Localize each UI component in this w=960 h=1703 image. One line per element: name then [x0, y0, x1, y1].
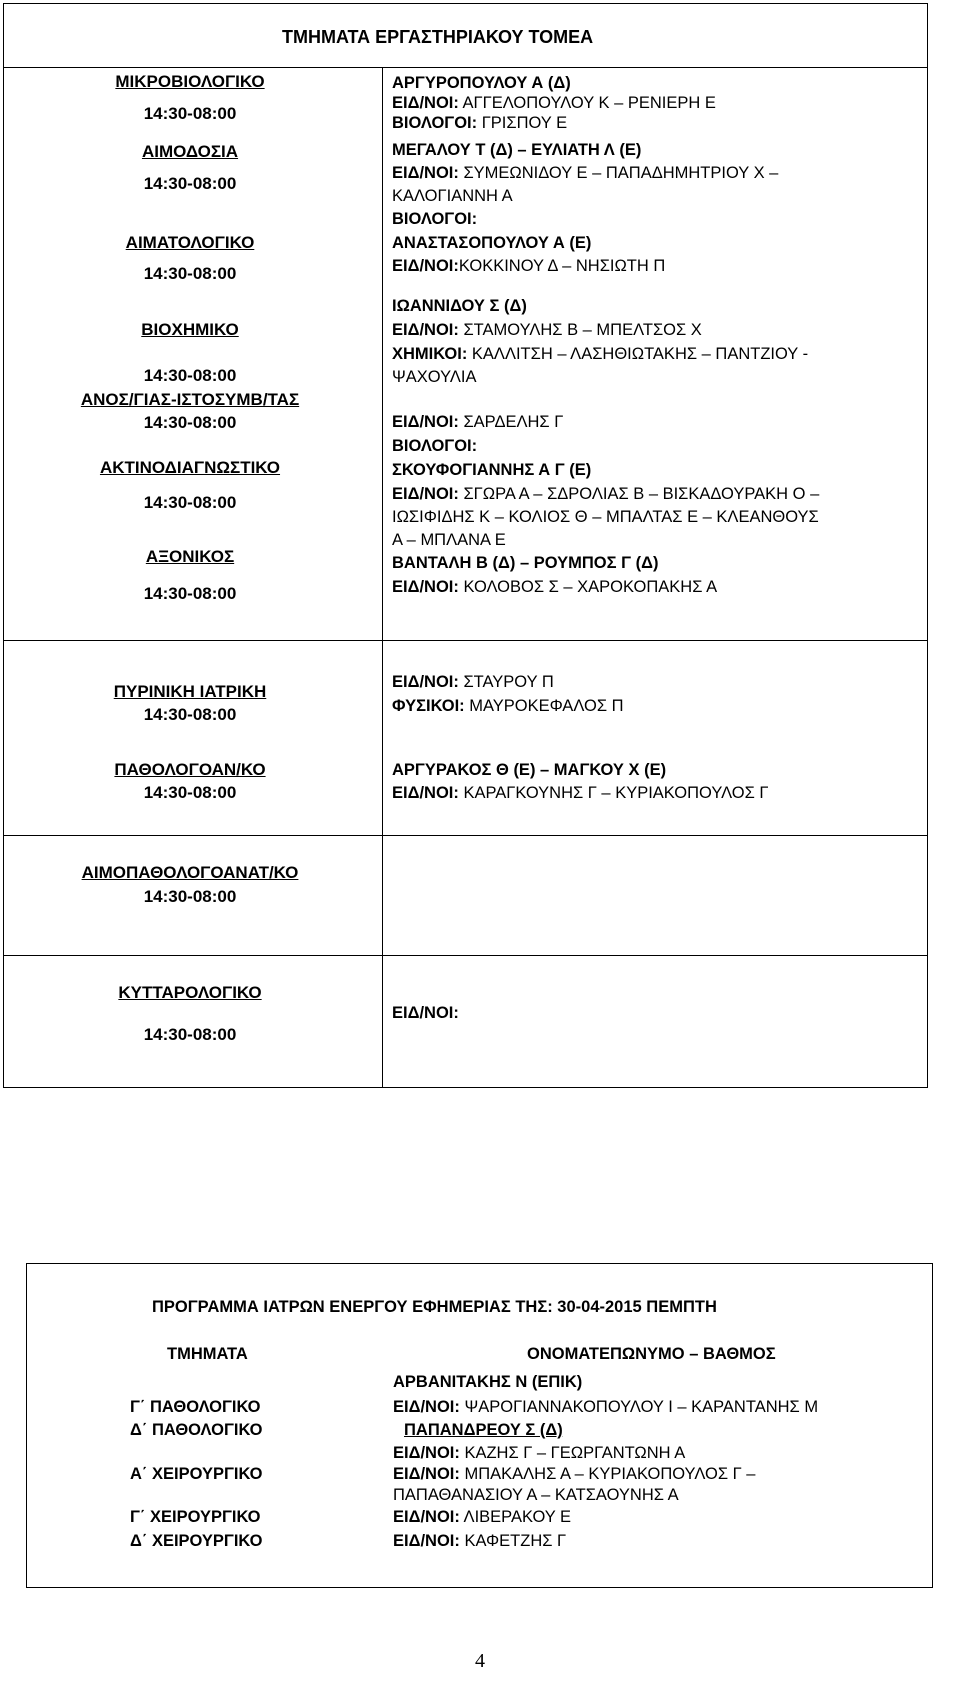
staff-line: ΕΙΔ/ΝΟΙ:ΚΟΚΚΙΝΟΥ Δ – ΝΗΣΙΩΤΗ Π: [392, 257, 666, 275]
staff-line: ΒΑΝΤΑΛΗ Β (Δ) – ΡΟΥΜΠΟΣ Γ (Δ): [392, 554, 659, 572]
duty-staff-line: ΑΡΒΑΝΙΤΑΚΗΣ Ν (ΕΠΙΚ): [393, 1373, 583, 1391]
duty-staff-line: ΠΑΠΑΝΔΡΕΟΥ Σ (Δ): [404, 1421, 563, 1439]
staff-line: ΕΙΔ/ΝΟΙ: ΣΥΜΕΩΝΙΔΟΥ Ε – ΠΑΠΑΔΗΜΗΤΡΙΟΥ Χ –: [392, 164, 779, 182]
staff-line: ΕΙΔ/ΝΟΙ: ΣΑΡΔΕΛΗΣ Γ: [392, 413, 564, 431]
duty-staff-line: ΕΙΔ/ΝΟΙ: ΚΑΦΕΤΖΗΣ Γ: [393, 1532, 567, 1550]
duty-dept: Δ΄ ΧΕΙΡΟΥΡΓΙΚΟ: [130, 1532, 263, 1550]
staff-line: ΒΙΟΛΟΓΟΙ:: [392, 437, 478, 455]
staff-line: Α – ΜΠΛΑΝΑ Ε: [392, 531, 506, 549]
dept-time: 14:30-08:00: [143, 887, 237, 906]
dept-name: ΑΙΜΑΤΟΛΟΓΙΚΟ: [125, 233, 255, 252]
staff-line: ΧΗΜΙΚΟΙ: ΚΑΛΛΙΤΣΗ – ΛΑΣΗΘΙΩΤΑΚΗΣ – ΠΑΝΤΖΙΟΥ -: [392, 345, 809, 363]
duty-staff-line: ΕΙΔ/ΝΟΙ: ΛΙΒΕΡΑΚΟΥ Ε: [393, 1508, 572, 1526]
section2-title: ΠΡΟΓΡΑΜΜΑ ΙΑΤΡΩΝ ΕΝΕΡΓΟΥ ΕΦΗΜΕΡΙΑΣ ΤΗΣ: 30-04-2015 ΠΕΜΠΤΗ: [152, 1298, 717, 1316]
col-header-names: ΟΝΟΜΑΤΕΠΩΝΥΜΟ – ΒΑΘΜΟΣ: [527, 1345, 776, 1363]
dept-time: 14:30-08:00: [143, 264, 237, 283]
dept-name: ΚΥΤΤΑΡΟΛΟΓΙΚΟ: [118, 983, 262, 1002]
dept-name: ΠΑΘΟΛΟΓΟΑΝ/ΚΟ: [114, 760, 266, 779]
dept-time: 14:30-08:00: [143, 584, 237, 603]
staff-line: ΕΙΔ/ΝΟΙ: ΚΟΛΟΒΟΣ Σ – ΧΑΡΟΚΟΠΑΚΗΣ Α: [392, 578, 718, 596]
staff-line: ΜΕΓΑΛΟΥ Τ (Δ) – ΕΥΛΙΑΤΗ Λ (Ε): [392, 141, 642, 159]
dept-name: ΒΙΟΧΗΜΙΚΟ: [141, 320, 239, 339]
dept-time: 14:30-08:00: [143, 493, 237, 512]
staff-line: ΒΙΟΛΟΓΟΙ:: [392, 210, 478, 228]
duty-dept: Α΄ ΧΕΙΡΟΥΡΓΙΚΟ: [130, 1465, 263, 1483]
staff-line: ΕΙΔ/ΝΟΙ: ΣΤΑΥΡΟΥ Π: [392, 673, 554, 691]
staff-line: ΕΙΔ/ΝΟΙ: ΣΤΑΜΟΥΛΗΣ Β – ΜΠΕΛΤΣΟΣ Χ: [392, 321, 702, 339]
staff-line: ΕΙΔ/ΝΟΙ:: [392, 1004, 459, 1022]
duty-staff-line: ΕΙΔ/ΝΟΙ: ΨΑΡΟΓΙΑΝΝΑΚΟΠΟΥΛΟΥ Ι – ΚΑΡΑΝΤΑΝΗΣ Μ: [393, 1398, 819, 1416]
dept-name: ΑΞΟΝΙΚΟΣ: [145, 547, 235, 566]
dept-time: 14:30-08:00: [143, 783, 237, 802]
dept-name: ΜΙΚΡΟΒΙΟΛΟΓΙΚΟ: [115, 72, 265, 91]
dept-time: 14:30-08:00: [143, 413, 237, 432]
divider-block3: [3, 835, 928, 836]
staff-line: ΕΙΔ/ΝΟΙ: ΣΓΩΡΑ Α – ΣΔΡΟΛΙΑΣ Β – ΒΙΣΚΑΔΟΥΡΑΚΗ Ο –: [392, 485, 820, 503]
dept-name: ΠΥΡΙΝΙΚΗ ΙΑΤΡΙΚΗ: [113, 682, 267, 701]
staff-list: [392, 0, 922, 640]
duty-staff-line: ΠΑΠΑΘΑΝΑΣΙΟΥ Α – ΚΑΤΣΑΟΥΝΗΣ Α: [393, 1486, 679, 1504]
dept-time: 14:30-08:00: [143, 705, 237, 724]
staff-line: ΨΑΧΟΥΛΙΑ: [392, 368, 477, 386]
dept-name: ΑΝΟΣ/ΓΙΑΣ-ΙΣΤΟΣΥΜΒ/ΤΑΣ: [80, 390, 300, 409]
dept-name: ΑΚΤΙΝΟΔΙΑΓΝΩΣΤΙΚΟ: [99, 458, 281, 477]
staff-line: ΑΡΓΥΡΑΚΟΣ Θ (Ε) – ΜΑΓΚΟΥ Χ (Ε): [392, 761, 667, 779]
dept-name: ΑΙΜΟΠΑΘΟΛΟΓΟΑΝΑΤ/ΚΟ: [81, 863, 299, 882]
dept-time: 14:30-08:00: [143, 104, 237, 123]
staff-line: ΕΙΔ/ΝΟΙ: ΑΓΓΕΛΟΠΟΥΛΟΥ Κ – ΡΕΝΙΕΡΗ Ε: [392, 94, 716, 112]
duty-staff-line: ΕΙΔ/ΝΟΙ: ΜΠΑΚΑΛΗΣ Α – ΚΥΡΙΑΚΟΠΟΥΛΟΣ Γ –: [393, 1465, 756, 1483]
staff-line: ΑΡΓΥΡΟΠΟΥΛΟΥ Α (Δ): [392, 74, 571, 92]
staff-line: ΙΩΑΝΝΙΔΟΥ Σ (Δ): [392, 297, 527, 315]
dept-name: ΑΙΜΟΔΟΣΙΑ: [141, 142, 239, 161]
duty-staff-line: ΕΙΔ/ΝΟΙ: ΚΑΖΗΣ Γ – ΓΕΩΡΓΑΝΤΩΝΗ Α: [393, 1444, 686, 1462]
dept-list: [0, 0, 380, 640]
dept-time: 14:30-08:00: [143, 174, 237, 193]
staff-line: ΣΚΟΥΦΟΓΙΑΝΝΗΣ Α Γ (Ε): [392, 461, 592, 479]
duty-dept: Δ΄ ΠΑΘΟΛΟΓΙΚΟ: [130, 1421, 263, 1439]
duty-dept: Γ΄ ΠΑΘΟΛΟΓΙΚΟ: [130, 1398, 261, 1416]
column-divider: [382, 67, 383, 1088]
staff-line: ΙΩΣΙΦΙΔΗΣ Κ – ΚΟΛΙΟΣ Θ – ΜΠΑΛΤΑΣ Ε – ΚΛΕΑΝΘΟΥΣ: [392, 508, 819, 526]
dept-time: 14:30-08:00: [143, 1025, 237, 1044]
duty-dept: Γ΄ ΧΕΙΡΟΥΡΓΙΚΟ: [130, 1508, 261, 1526]
dept-time: 14:30-08:00: [143, 366, 237, 385]
staff-line: ΒΙΟΛΟΓΟΙ: ΓΡΙΣΠΟΥ Ε: [392, 114, 568, 132]
page-number: 4: [475, 1650, 485, 1672]
divider-block4: [3, 955, 928, 956]
section1-title: ΤΜΗΜΑΤΑ ΕΡΓΑΣΤΗΡΙΑΚΟΥ ΤΟΜΕΑ: [282, 27, 594, 47]
divider-block2: [3, 640, 928, 641]
staff-line: ΚΑΛΟΓΙΑΝΝΗ Α: [392, 187, 513, 205]
staff-line: ΦΥΣΙΚΟΙ: ΜΑΥΡΟΚΕΦΑΛΟΣ Π: [392, 697, 624, 715]
col-header-departments: ΤΜΗΜΑΤΑ: [167, 1345, 248, 1363]
staff-line: ΑΝΑΣΤΑΣΟΠΟΥΛΟΥ Α (Ε): [392, 234, 592, 252]
staff-line: ΕΙΔ/ΝΟΙ: ΚΑΡΑΓΚΟΥΝΗΣ Γ – ΚΥΡΙΑΚΟΠΟΥΛΟΣ Γ: [392, 784, 769, 802]
